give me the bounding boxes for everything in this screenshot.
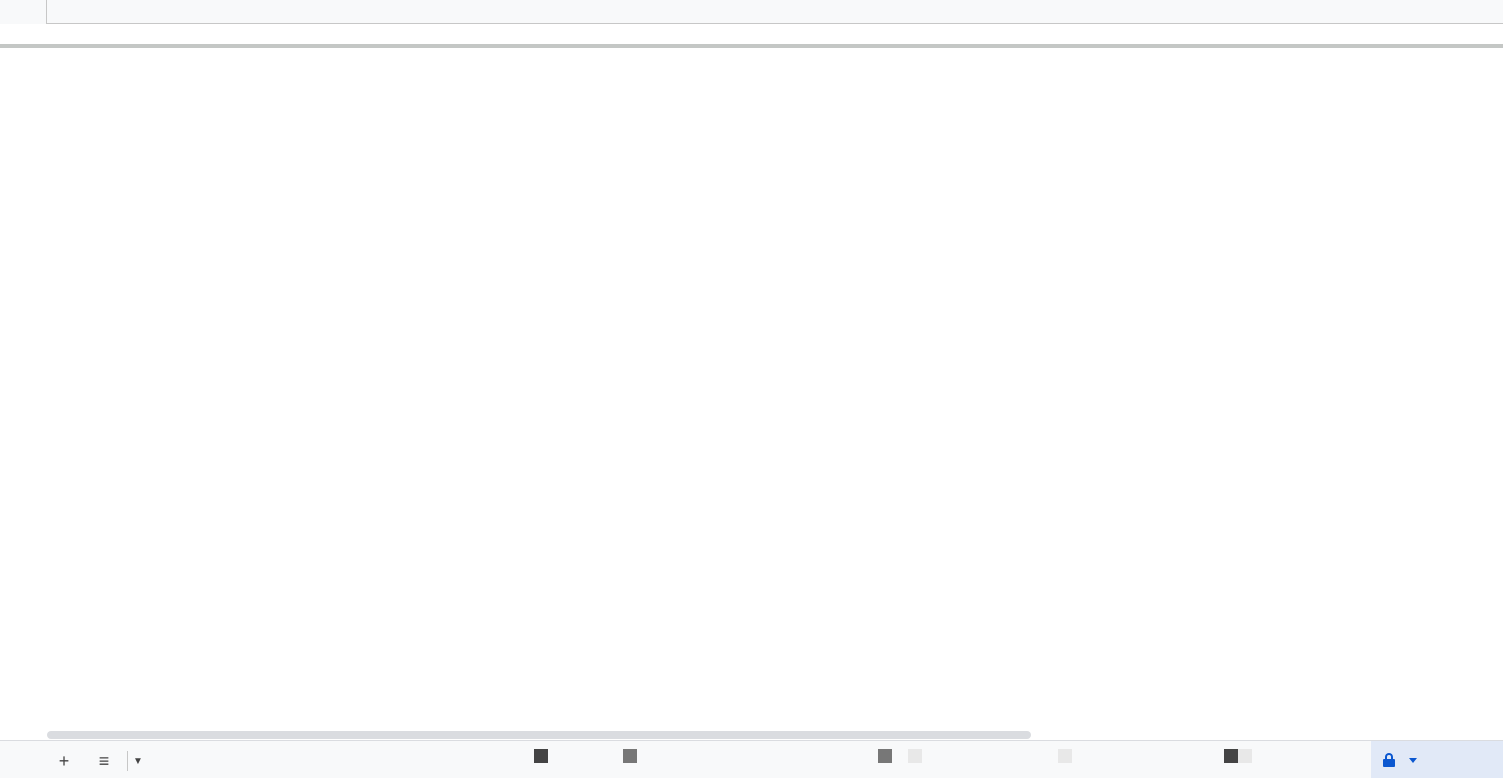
hidden-sheet-tab[interactable]	[908, 749, 922, 763]
column-header-bar	[0, 0, 1503, 24]
frozen-row-divider[interactable]	[0, 44, 1503, 48]
hidden-sheet-tab[interactable]	[1238, 749, 1252, 763]
horizontal-scrollbar[interactable]	[47, 731, 1031, 739]
chevron-down-icon[interactable]	[1409, 758, 1417, 763]
hidden-sheet-tab[interactable]	[534, 749, 548, 763]
hidden-sheet-tab[interactable]	[1058, 749, 1072, 763]
select-all-corner[interactable]	[0, 0, 47, 24]
sheet-tab-bar	[0, 740, 1503, 778]
hidden-sheet-tab[interactable]	[623, 749, 637, 763]
lock-icon	[1383, 753, 1395, 767]
plus-icon[interactable]: +	[58, 750, 70, 771]
chevron-down-icon[interactable]: ▼	[133, 755, 143, 767]
list-icon[interactable]: ≡	[98, 750, 110, 771]
hidden-sheet-tab[interactable]	[1224, 749, 1238, 763]
hidden-sheet-tab[interactable]	[878, 749, 892, 763]
sheet-tab-atoktatas[interactable]	[1371, 741, 1503, 778]
